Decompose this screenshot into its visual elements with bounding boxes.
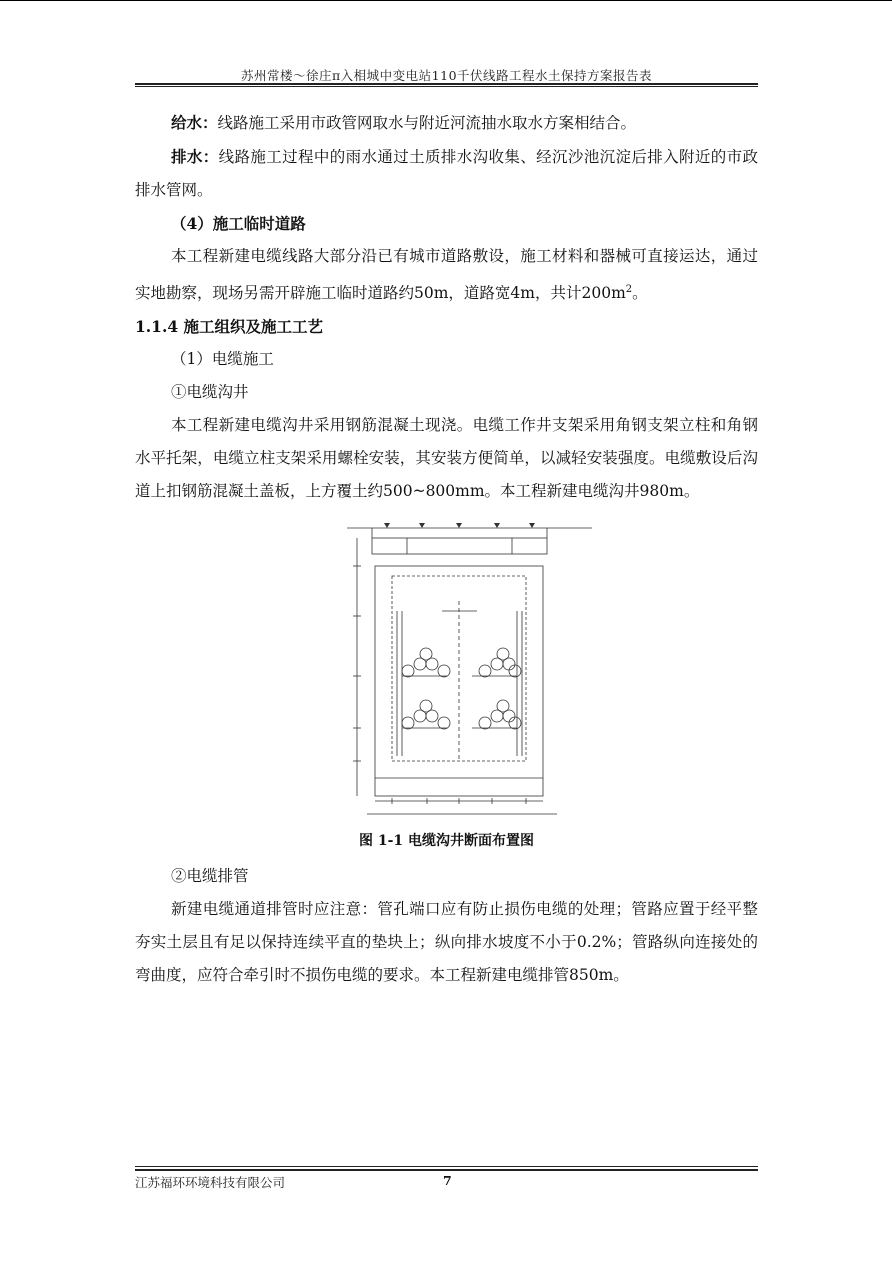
footer-rule-thin <box>135 1166 758 1167</box>
drainage-text: 线路施工过程中的雨水通过土质排水沟收集、经沉沙池沉淀后排入附近的市政排水管网。 <box>135 148 758 199</box>
page-number: 7 <box>443 1173 452 1188</box>
temp-road-paragraph <box>135 240 758 310</box>
footer-rule <box>135 1169 758 1171</box>
cable-construction-heading: （1）电缆施工 <box>171 350 274 369</box>
water-supply-paragraph <box>135 106 758 140</box>
temp-road-heading: （4）施工临时道路 <box>171 214 306 233</box>
drainage-paragraph <box>135 140 758 207</box>
figure-caption: 图 1-1 电缆沟井断面布置图 <box>358 833 535 850</box>
page-body <box>135 106 758 992</box>
water-supply-label: 给水： <box>171 113 218 132</box>
section-heading: 1.1.4 施工组织及施工工艺 <box>135 317 324 337</box>
top-border-line <box>0 0 892 1</box>
cable-duct-paragraph: 新建电缆通道排管时应注意：管孔端口应有防止损伤电缆的处理；管路应置于经平整夯实土层且有足以保持连续平直的垫块上；纵向排水坡度不小于0.2%；管路纵向连接处的弯曲度，应符合牵引时不损伤电缆的要求。本工程新建电缆排管850m。 <box>135 900 758 985</box>
cable-trench-section-drawing <box>347 516 597 824</box>
page-header-title: 苏州常楼～徐庄π入相城中变电站110千伏线路工程水土保持方案报告表 <box>240 68 653 83</box>
cable-trench-figure <box>135 516 758 824</box>
cable-trench-paragraph: 本工程新建电缆沟井采用钢筋混凝土现浇。电缆工作井支架采用角钢支架立柱和角钢水平托架，电缆立柱支架采用螺栓安装，其安装方便简单，以减轻安装强度。电缆敷设后沟道上扣钢筋混凝土盖板，上方覆土约500~800mm。本工程新建电缆沟井980m。 <box>135 416 758 501</box>
temp-road-text: 本工程新建电缆线路大部分沿已有城市道路敷设，施工材料和器械可直接运达，通过实地勘察，现场另需开辟施工临时道路约50m，道路宽4m，共计200m <box>135 247 758 303</box>
cable-duct-heading: ②电缆排管 <box>171 867 249 886</box>
temp-road-superscript: 2 <box>625 284 633 295</box>
drainage-label: 排水： <box>171 147 219 166</box>
cable-trench-heading: ①电缆沟井 <box>171 383 249 402</box>
header-rule-thin <box>135 86 758 87</box>
header-rule <box>135 83 758 85</box>
temp-road-end: 。 <box>632 284 648 303</box>
water-supply-text: 线路施工采用市政管网取水与附近河流抽水取水方案相结合。 <box>217 114 637 132</box>
footer-company: 江苏福环环境科技有限公司 <box>135 1175 286 1190</box>
